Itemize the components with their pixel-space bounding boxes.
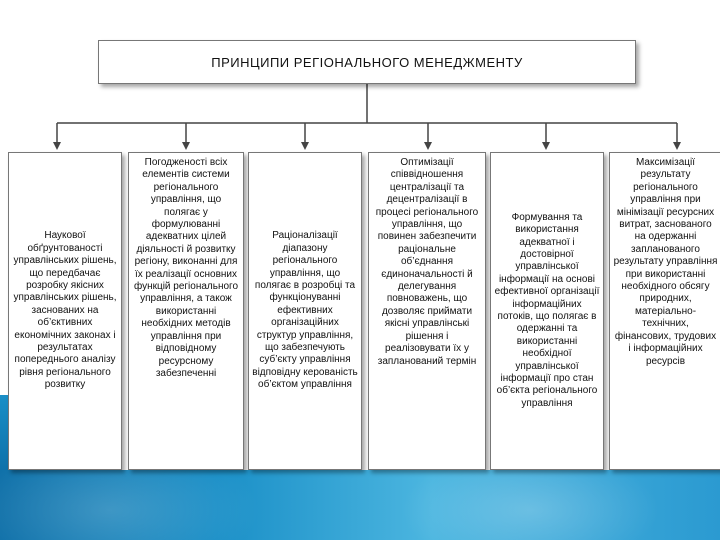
principle-text-5: Формування та використання адекватної і достовірної управлінської інформації на основі ефективної організації інформаційних потоків, що полягає в одержанні та використанні необхідної управлінської інформації про стан об’єкта регіонального управління <box>494 211 600 409</box>
principle-text-3: Раціоналізації діапазону регіонального управління, що полягає в розробці та функціонуванні ефективних організаційних структур управління, що забезпечують суб’єкту управління відповідну керованість об’єктом управління <box>252 230 358 391</box>
principle-text-2: Погодженості всіх елементів системи регіонального управління, що полягає у формулюванні адекватних цілей діяльності й розвитку регіону, виконанні для їх реалізації основних функцій регіонального управління, а також використанні необхідних методів управління при відповідному ресурсному забезпеченні <box>133 157 239 379</box>
principle-text-4: Оптимізації співвідношення централізації та децентралізації в процесі регіонального управління, що повинен забезпечити раціональне об’єднання єдиноначальності й делегування повноважень, що дозволяє приймати якісні управлінські рішення і реалізовувати їх у запланований термін <box>375 157 479 367</box>
diagram-title <box>98 40 636 84</box>
principle-box-5 <box>490 152 604 470</box>
principle-box-4 <box>368 152 486 470</box>
diagram-title-text: ПРИНЦИПИ РЕГІОНАЛЬНОГО МЕНЕДЖМЕНТУ <box>211 54 523 70</box>
principle-box-6 <box>609 152 720 470</box>
principle-box-1 <box>8 152 122 470</box>
principle-text-1: Наукової обґрунтованості управлінських рішень, що передбачає розробку якісних управлінських рішень, заснованих на об’єктивних економічних законах і результатах попереднього аналізу рівня регіонального розвитку <box>13 230 117 391</box>
principle-box-2 <box>128 152 244 470</box>
principle-box-3 <box>248 152 362 470</box>
principle-text-6: Максимізації результату регіонального управління при мінімізації ресурсних витрат, заснованого на одержанні запланованого результату управління при використанні необхідного обсягу природних, матеріально-технічних, фінансових, трудових і інформаційних ресурсів <box>613 157 718 367</box>
